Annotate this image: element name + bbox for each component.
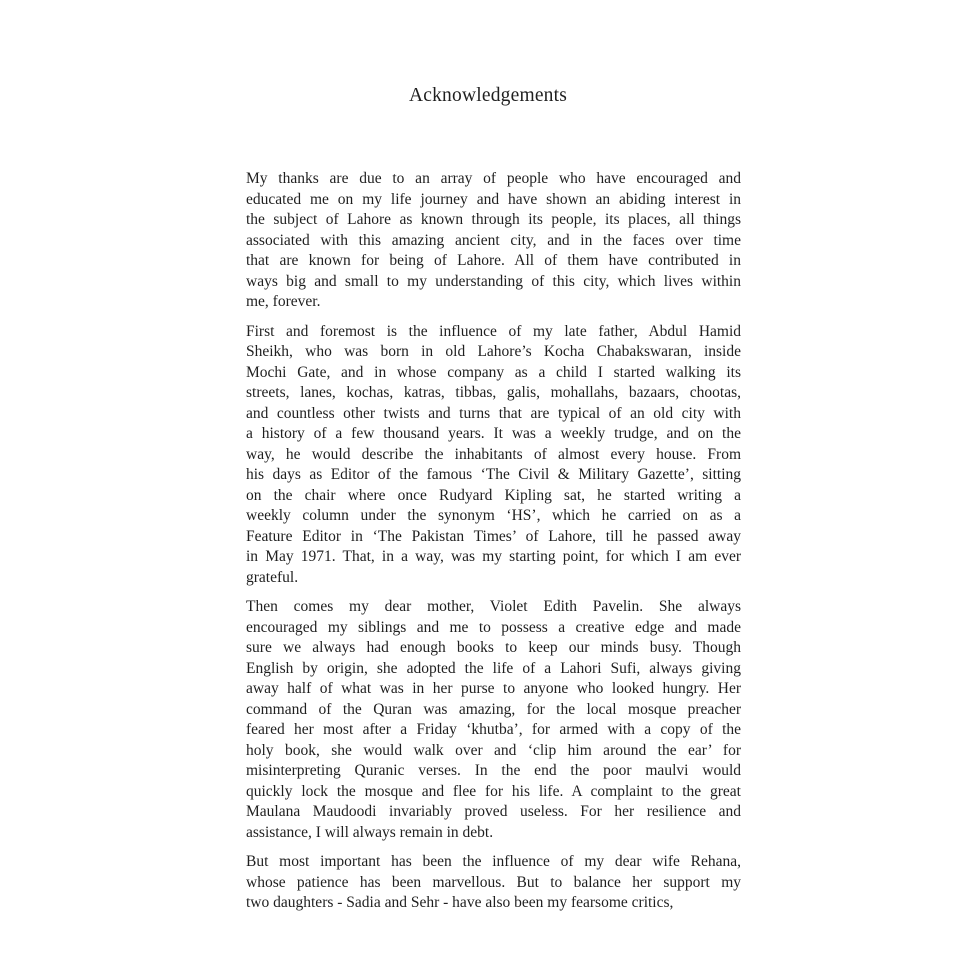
text-line: But most important has been the influence of my dear wife Rehana, <box>246 853 741 870</box>
text-line: educated me on my life journey and have shown an abiding interest in <box>246 190 741 208</box>
text-line: First and foremost is the influence of my late father, Abdul Hamid <box>246 322 741 340</box>
text-line: his days as Editor of the famous ‘The Civil & Military Gazette’, sitting <box>246 466 741 483</box>
text-line: encouraged my siblings and me to possess a creative edge and made <box>246 618 741 636</box>
text-line: holy book, she would walk over and ‘clip him around the ear’ for <box>246 741 741 759</box>
paragraph <box>246 322 741 589</box>
text-line: assistance, I will always remain in debt. <box>246 823 494 841</box>
paragraph <box>246 597 741 843</box>
text-line: that are known for being of Lahore. All of them have contributed in <box>246 252 741 269</box>
body-text <box>246 169 741 914</box>
text-line: My thanks are due to an array of people who have encouraged and <box>246 170 741 187</box>
text-line: feared her most after a Friday ‘khutba’, for armed with a copy of the <box>246 721 741 738</box>
text-line: and countless other twists and turns that are typical of an old city with <box>246 404 741 422</box>
text-line: way, he would describe the inhabitants of almost every house. From <box>246 445 741 463</box>
text-line: associated with this amazing ancient city, and in the faces over time <box>246 231 741 249</box>
text-line: misinterpreting Quranic verses. In the end the poor maulvi would <box>246 762 741 779</box>
text-line: Feature Editor in ‘The Pakistan Times’ of Lahore, till he passed away <box>246 527 741 545</box>
paragraph <box>246 169 741 313</box>
text-line: two daughters - Sadia and Sehr - have also been my fearsome critics, <box>246 894 674 911</box>
text-line: Then comes my dear mother, Violet Edith Pavelin. She always <box>246 598 741 615</box>
text-line: Mochi Gate, and in whose company as a child I started walking its <box>246 363 741 381</box>
text-line: streets, lanes, kochas, katras, tibbas, galis, mohallahs, bazaars, chootas, <box>246 384 741 401</box>
text-line: away half of what was in her purse to anyone who looked hungry. Her <box>246 680 741 697</box>
text-line: weekly column under the synonym ‘HS’, which he carried on as a <box>246 507 741 524</box>
text-line: command of the Quran was amazing, for the local mosque preacher <box>246 700 741 718</box>
text-line: a history of a few thousand years. It was a weekly trudge, and on the <box>246 425 741 442</box>
paragraph <box>246 852 741 914</box>
text-line: grateful. <box>246 568 299 586</box>
text-line: ways big and small to my understanding of this city, which lives within <box>246 272 741 290</box>
text-line: the subject of Lahore as known through its people, its places, all things <box>246 211 741 228</box>
text-line: English by origin, she adopted the life of a Lahori Sufi, always giving <box>246 659 741 677</box>
page-title: Acknowledgements <box>408 85 568 106</box>
text-line: whose patience has been marvellous. But to balance her support my <box>246 873 741 891</box>
text-line: quickly lock the mosque and flee for his life. A complaint to the great <box>246 782 741 800</box>
text-line: on the chair where once Rudyard Kipling sat, he started writing a <box>246 486 741 504</box>
text-line: in May 1971. That, in a way, was my starting point, for which I am ever <box>246 548 741 565</box>
text-line: me, forever. <box>246 293 321 310</box>
text-line: sure we always had enough books to keep our minds busy. Though <box>246 639 741 656</box>
text-line: Maulana Maudoodi invariably proved useless. For her resilience and <box>246 803 741 820</box>
text-line: Sheikh, who was born in old Lahore’s Kocha Chabakswaran, inside <box>246 343 741 360</box>
